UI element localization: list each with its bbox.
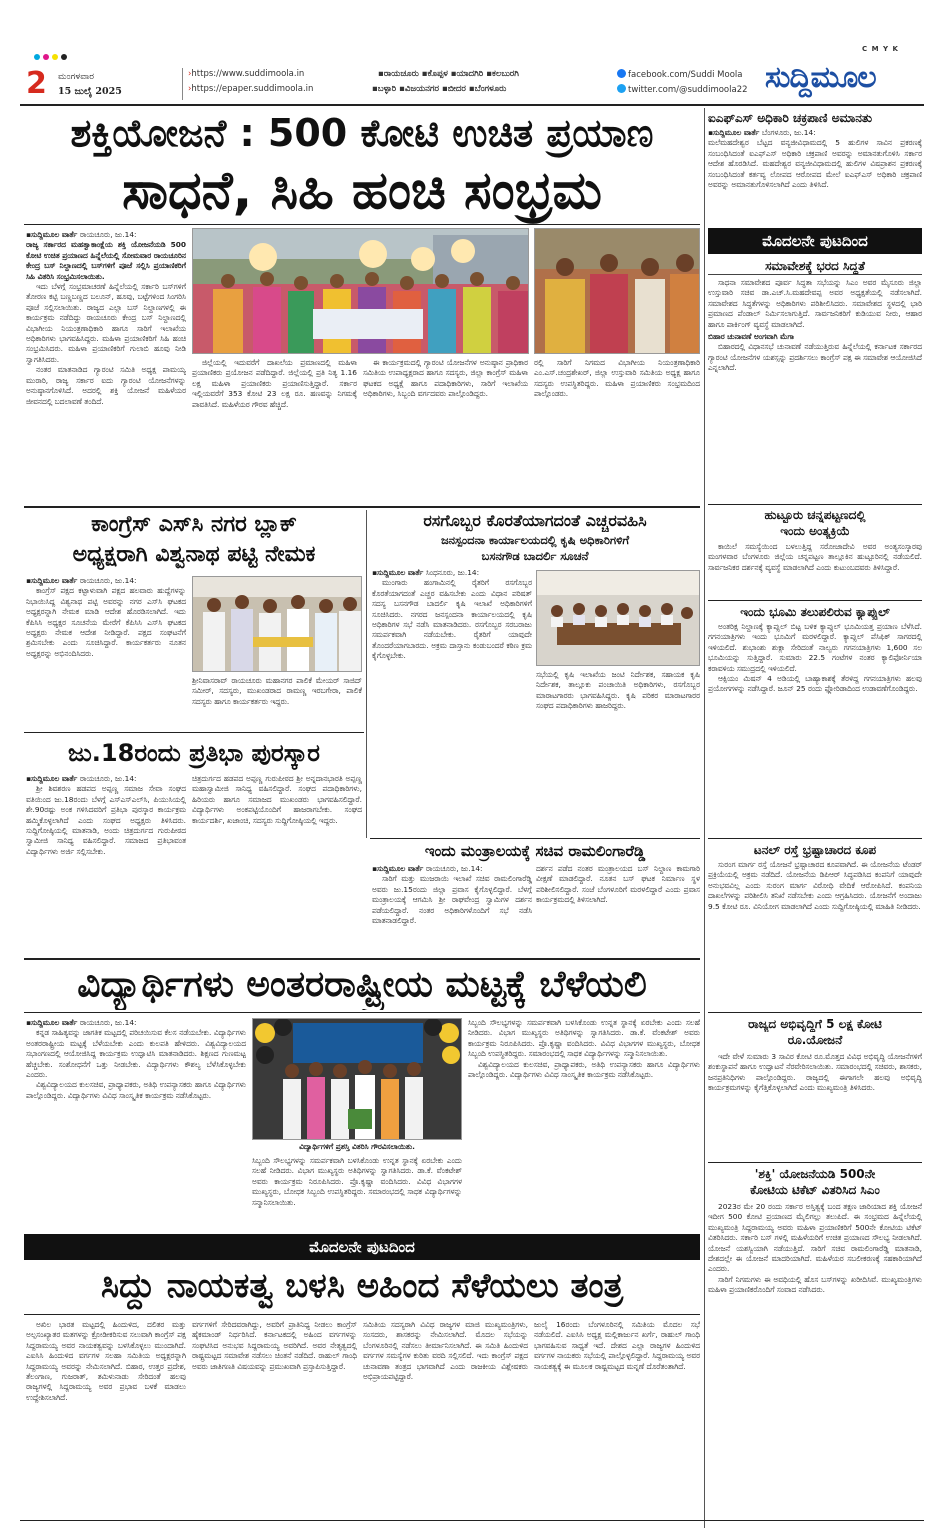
black-dot-icon <box>61 54 67 60</box>
pratibha-dateline: ರಾಯಚೂರು, ಜು.14: <box>79 774 137 783</box>
lead-para-4: ಈ ಕಾರ್ಯಕ್ರಮದಲ್ಲಿ ಗ್ಯಾರಂಟಿ ಯೋಜನೆಗಳ ಅನುಷ್ಠಾನ ಪ್ರಾಧಿಕಾರ ಸಮಿತಿಯ ಉಪಾಧ್ಯಕ್ಷರಾದ ಹಾಗೂ ಸದಸ್ಯರು, ಜಿಲ್ಲಾ ಕಾಂಗ್ರೆಸ್ ಮಹಿಳಾ ಘಟಕದ ಅಧ್ಯಕ್ಷೆ ಹಾಗೂ ಪದಾಧಿಕಾರಿಗಳು, ಸಾರಿಗೆ ಇಲಾಖೆಯ ಅಧಿಕಾರಿಗಳು, ಸಿಬ್ಬಂದಿ ವರ್ಗದವರು ಪಾಲ್ಗೊಂಡಿದ್ದರು. <box>363 358 528 399</box>
arrow-icon: › <box>188 84 192 94</box>
students-body-2: ವಿಶ್ವವಿದ್ಯಾಲಯದ ಕುಲಸಚಿವ, ಪ್ರಾಧ್ಯಾಪಕರು, ಅತಿಥಿ ಉಪನ್ಯಾಸಕರು ಹಾಗೂ ವಿದ್ಯಾರ್ಥಿಗಳು ಪಾಲ್ಗೊಂಡಿದ್ದರು. ವಿದ್ಯಾರ್ಥಿಗಳು ವಿವಿಧ ಸಾಂಸ್ಕೃತಿಕ ಕಾರ್ಯಕ್ರಮ ನಡೆಸಿಕೊಟ್ಟರು. <box>26 1080 246 1100</box>
students-story-col3 <box>252 1156 462 1228</box>
lead-para-5: ರಲ್ಲಿ ಸಾರಿಗೆ ನಿಗಮದ ವಿಭಾಗೀಯ ನಿಯಂತ್ರಣಾಧಿಕಾರಿ ಎಂ.ಎಸ್.ಚಂದ್ರಶೇಖರ್, ಜಿಲ್ಲಾ ಉಸ್ತುವಾರಿ ಸಮಿತಿಯ ಅಧ್ಯಕ್ಷ ಹಾಗೂ ಸದಸ್ಯರು ಉಪಸ್ಥಿತರಿದ್ದರು. ಮಹಿಳಾ ಪ್ರಯಾಣಿಕರು ಸಂಭ್ರಮದಿಂದ ಪಾಲ್ಗೊಂಡರು. <box>534 358 700 399</box>
fertilizer-byline: ▪ಸುದ್ದಿಮೂಲ ವಾರ್ತೆ <box>372 568 424 577</box>
rajya-body: ಇದೇ ವೇಳೆ ಸುಮಾರು 3 ಸಾವಿರ ಕೋಟಿ ರೂ.ಮೊತ್ತದ ವಿವಿಧ ಅಭಿವೃದ್ಧಿ ಯೋಜನೆಗಳಿಗೆ ಶಂಕುಸ್ಥಾಪನೆ ಹಾಗೂ ಉದ್ಘಾಟನೆ ನೆರವೇರಿಸಲಾಯಿತು. ಸಮಾರಂಭದಲ್ಲಿ ಸಚಿವರು, ಶಾಸಕರು, ಜನಪ್ರತಿನಿಧಿಗಳು ಪಾಲ್ಗೊಂಡಿದ್ದರು. ರಾಜ್ಯದಲ್ಲಿ ಈಗಾಗಲೇ ಹಲವು ಅಭಿವೃದ್ಧಿ ಕಾರ್ಯಕ್ರಮಗಳನ್ನು ಕೈಗೆತ್ತಿಕೊಳ್ಳಲಾಗಿದೆ ಎಂದು ಮುಖ್ಯಮಂತ್ರಿ ತಿಳಿಸಿದರು. <box>708 1052 922 1093</box>
fertilizer-body-2: ಸಭೆಯಲ್ಲಿ ಕೃಷಿ ಇಲಾಖೆಯ ಜಂಟಿ ನಿರ್ದೇಶಕ, ಸಹಾಯಕ ಕೃಷಿ ನಿರ್ದೇಶಕ, ತಾಲ್ಲೂಕು ಪಂಚಾಯಿತಿ ಅಧಿಕಾರಿಗಳು, ರಸಗೊಬ್ಬರ ಮಾರಾಟಗಾರರು ಭಾಗವಹಿಸಿದ್ದರು. ಕೃಷಿ ಪರಿಕರ ಮಾರಾಟಗಾರರ ಸಂಘದ ಪದಾಧಿಕಾರಿಗಳು ಹಾಜರಿದ್ದರು. <box>536 670 700 711</box>
congress-photo <box>192 576 362 672</box>
arrow-icon: › <box>188 69 192 79</box>
siddu-story-col3 <box>363 1320 528 1515</box>
students-headline-rule <box>24 1012 700 1013</box>
rajya-story <box>708 1052 922 1160</box>
congress-headline-1: ಕಾಂಗ್ರೆಸ್ ಎಸ್‌ಸಿ ನಗರ ಬ್ಲಾಕ್ <box>91 512 297 537</box>
ifs-dateline: ಬೆಂಗಳೂರು, ಜು.14: <box>761 128 816 137</box>
students-byline: ▪ಸುದ್ದಿಮೂಲ ವಾರ್ತೆ <box>26 1018 78 1027</box>
samavesha-body-2: ಬಿಹಾರದಲ್ಲಿ ವಿಧಾನಸಭೆ ಚುನಾವಣೆ ನಡೆಯುತ್ತಿರುವ ಹಿನ್ನೆಲೆಯಲ್ಲಿ ಕರ್ನಾಟಕ ಸರ್ಕಾರದ ಗ್ಯಾರಂಟಿ ಯೋಜನೆಗಳ ಯಶಸ್ಸನ್ನು ಪ್ರದರ್ಶಿಸಲು ಕಾಂಗ್ರೆಸ್ ಪಕ್ಷ ಈ ಸಮಾವೇಶ ಆಯೋಜಿಸಿದೆ ಎನ್ನಲಾಗಿದೆ. <box>708 342 922 373</box>
pratibha-byline: ▪ಸುದ್ದಿಮೂಲ ವಾರ್ತೆ <box>26 774 78 783</box>
huttur-story <box>708 542 922 598</box>
siddu-story-col4 <box>534 1320 700 1515</box>
siddu-story-col1 <box>26 1320 186 1515</box>
capsule-rule <box>708 838 922 839</box>
lead-dateline: ರಾಯಚೂರು, ಜು.14: <box>79 230 137 239</box>
lead-rule <box>24 224 700 225</box>
fertilizer-headline-3: ಬಸನಗೌಡ ಬಾದರ್ಲಿ ಸೂಚನೆ <box>481 549 589 563</box>
congress-story-col2 <box>192 676 362 728</box>
lead-photo-side <box>534 228 700 354</box>
samavesha-headline: ಸಮಾವೇಶಕ್ಕೆ ಭರದ ಸಿದ್ಧತೆ <box>708 258 922 275</box>
twitter-link[interactable] <box>617 84 748 95</box>
lead-story-col4 <box>534 358 700 498</box>
mantralaya-byline: ▪ಸುದ್ದಿಮೂಲ ವಾರ್ತೆ <box>372 864 424 873</box>
tunnel-body: ಸುರಂಗ ಮಾರ್ಗ ರಸ್ತೆ ಯೋಜನೆ ಭ್ರಷ್ಟಾಚಾರದ ಕೂಪವಾಗಿದೆ. ಈ ಯೋಜನೆಯ ಟೆಂಡರ್ ಪ್ರಕ್ರಿಯೆಯಲ್ಲಿ ಅಕ್ರಮ ನಡೆದಿದೆ. ಯೋಜನೆಯ ಡಿಪಿಆರ್ ಸಿದ್ಧಪಡಿಸಿದ ಕಂಪನಿಗೆ ಯಾವುದೇ ಅನುಭವವಿಲ್ಲ ಎಂದು ಸುರಂಗ ಮಾರ್ಗ ವಿರೋಧಿ ವೇದಿಕೆ ಆರೋಪಿಸಿದೆ. ಕಂಪನಿಯ ದಾಖಲೆಗಳನ್ನು ಪರಿಶೀಲಿಸಿ ತನಿಖೆ ನಡೆಸಬೇಕು ಎಂದು ಆಗ್ರಹಿಸಿದರು. ಯೋಜನೆಗೆ ಅಂದಾಜು 9.5 ಕೋಟಿ ರೂ. ವಿನಿಯೋಗ ಮಾಡಲಾಗಿದೆ ಎಂದು ಸುದ್ದಿಗೋಷ್ಠಿಯಲ್ಲಿ ಮಾಹಿತಿ ನೀಡಿದರು. <box>708 860 922 911</box>
epaper-link[interactable] <box>188 84 313 94</box>
district-list-2: ▪ಬಳ್ಳಾರಿ ▪ವಿಜಯನಗರ ▪ಬೀದರ ▪ಬೆಂಗಳೂರು <box>372 84 507 94</box>
ifs-byline: ▪ಸುದ್ದಿಮೂಲ ವಾರ್ತೆ <box>708 128 760 137</box>
fertilizer-photo <box>536 570 700 666</box>
shakti500-body-2: ಸಾರಿಗೆ ನಿಗಮಗಳು ಈ ಅವಧಿಯಲ್ಲಿ ಹೊಸ ಬಸ್‌ಗಳನ್ನು ಖರೀದಿಸಿವೆ. ಮುಖ್ಯಮಂತ್ರಿಗಳು ಮಹಿಳಾ ಪ್ರಯಾಣಿಕರೊಂದಿಗೆ ಸಂವಾದ ನಡೆಸಿದರು. <box>708 1274 922 1295</box>
ifs-body: ಮಲೆಮಹದೇಶ್ವರ ಬೆಟ್ಟದ ವನ್ಯಜೀವಿಧಾಮದಲ್ಲಿ 5 ಹುಲಿಗಳ ಸಾವಿನ ಪ್ರಕರಣಕ್ಕೆ ಸಂಬಂಧಿಸಿದಂತೆ ಐಎಫ್‌ಎಸ್ ಅಧಿಕಾರಿ ಚಕ್ರಪಾಣಿ ಅವರನ್ನು ಅಮಾನತುಗೊಳಿಸಿ ಸರ್ಕಾರ ಆದೇಶ ಹೊರಡಿಸಿದೆ. ಮಹದೇಶ್ವರ ವನ್ಯಜೀವಿಧಾಮದಲ್ಲಿ ಹುಲಿಗಳ ವಿಷಪ್ರಾಶನ ಪ್ರಕರಣಕ್ಕೆ ಸಂಬಂಧಿಸಿದಂತೆ ಕರ್ತವ್ಯ ಲೋಪದ ಆರೋಪದ ಮೇಲೆ ಐಎಫ್‌ಎಸ್ ಅಧಿಕಾರಿ ಚಕ್ರಪಾಣಿ ಅವರನ್ನು ಅಮಾನತುಗೊಳಿಸಲಾಗಿದೆ ಎಂದು ತಿಳಿಸಿದೆ. <box>708 138 922 190</box>
congress-divider <box>366 510 367 838</box>
tunnel-headline: ಟನಲ್ ರಸ್ತೆ ಭ್ರಷ್ಟಾಚಾರದ ಕೂಪ <box>753 843 877 857</box>
siddu-story-col2 <box>192 1320 357 1515</box>
bottom-rule <box>20 1520 924 1521</box>
pratibha-byline-line <box>26 774 186 784</box>
students-photo-caption: ವಿದ್ಯಾರ್ಥಿಗಳಿಗೆ ಪ್ರಶಸ್ತಿ ವಿತರಿಸಿ ಗೌರವಿಸಲಾಯಿತು. <box>299 1142 415 1151</box>
fertilizer-headline-1: ರಸಗೊಬ್ಬರ ಕೊರತೆಯಾಗದಂತೆ ಎಚ್ಚರವಹಿಸಿ <box>423 511 647 530</box>
lead-story-col3 <box>363 358 528 498</box>
mantralaya-body-2: ದರ್ಶನ ಪಡೆದ ನಂತರ ಮಂತ್ರಾಲಯದ ಬಸ್ ನಿಲ್ದಾಣ ಕಾಮಗಾರಿ ವೀಕ್ಷಣೆ ಮಾಡಲಿದ್ದಾರೆ. ನೂತನ ಬಸ್ ಘಟಕ ನಿರ್ಮಾಣ ಸ್ಥಳ ಪರಿಶೀಲಿಸಲಿದ್ದಾರೆ. ಸಂಜೆ ಬೆಂಗಳೂರಿಗೆ ಮರಳಲಿದ್ದಾರೆ ಎಂದು ಪ್ರವಾಸ ಕಾರ್ಯಕ್ರಮದಲ್ಲಿ ತಿಳಿಸಲಾಗಿದೆ. <box>536 864 700 905</box>
page-number: 2 <box>26 66 47 101</box>
facebook-icon <box>617 69 626 78</box>
rajya-headline-1: ರಾಜ್ಯದ ಅಭಿವೃದ್ಧಿಗೆ 5 ಲಕ್ಷ ಕೋಟಿ <box>748 1017 882 1031</box>
students-body: ಕನ್ನಡ ಸಾಹಿತ್ಯವನ್ನು ಜಾಗತಿಕ ಮಟ್ಟದಲ್ಲಿ ಪರಿಚಯಿಸುವ ಕೆಲಸ ನಡೆಯಬೇಕು. ವಿದ್ಯಾರ್ಥಿಗಳು ಅಂತರರಾಷ್ಟ್ರೀಯ ಮಟ್ಟಕ್ಕೆ ಬೆಳೆಯಬೇಕು ಎಂದು ಕುಲಪತಿ ಹೇಳಿದರು. ವಿಶ್ವವಿದ್ಯಾಲಯದ ಸಭಾಂಗಣದಲ್ಲಿ ಆಯೋಜಿಸಿದ್ದ ಕಾರ್ಯಕ್ರಮ ಉದ್ಘಾಟಿಸಿ ಮಾತನಾಡಿದರು. ಶಿಕ್ಷಣದ ಗುಣಮಟ್ಟ ಹೆಚ್ಚಬೇಕು. ಸಂಶೋಧನೆಗೆ ಒತ್ತು ನೀಡಬೇಕು. ವಿದ್ಯಾರ್ಥಿಗಳು ಕೌಶಲ್ಯ ಬೆಳೆಸಿಕೊಳ್ಳಬೇಕು ಎಂದರು. <box>26 1028 246 1080</box>
students-body-3: ಸಿಬ್ಬಂದಿ ಸೌಲಭ್ಯಗಳನ್ನು ಸಮರ್ಪಕವಾಗಿ ಬಳಸಿಕೊಂಡು ಉನ್ನತ ಸ್ಥಾನಕ್ಕೆ ಏರಬೇಕು ಎಂದು ಸಲಹೆ ನೀಡಿದರು. ವಿಭಾಗ ಮುಖ್ಯಸ್ಥರು ಅತಿಥಿಗಳನ್ನು ಸ್ವಾಗತಿಸಿದರು. ಡಾ.ಕೆ. ವೆಂಕಟೇಶ್ ಅವರು ಕಾರ್ಯಕ್ರಮ ನಿರೂಪಿಸಿದರು. ಪ್ರೊ.ಕೃಷ್ಣಾ ವಂದಿಸಿದರು. ವಿವಿಧ ವಿಭಾಗಗಳ ಮುಖ್ಯಸ್ಥರು, ಬೋಧಕ ಸಿಬ್ಬಂದಿ ಉಪಸ್ಥಿತರಿದ್ದರು. ಸಮಾರಂಭದಲ್ಲಿ ಸಾಧಕ ವಿದ್ಯಾರ್ಥಿಗಳನ್ನು ಸನ್ಮಾನಿಸಲಾಯಿತು. <box>252 1156 462 1207</box>
students-story-col1 <box>26 1018 246 1228</box>
twitter-handle: twitter.com/@suddimoola22 <box>628 85 748 95</box>
fertilizer-body: ಮುಂಗಾರು ಹಂಗಾಮಿನಲ್ಲಿ ರೈತರಿಗೆ ರಸಗೊಬ್ಬರ ಕೊರತೆಯಾಗದಂತೆ ಎಚ್ಚರ ವಹಿಸಬೇಕು ಎಂದು ವಿಧಾನ ಪರಿಷತ್ ಸದಸ್ಯ ಬಸನಗೌಡ ಬಾದರ್ಲಿ ಕೃಷಿ ಇಲಾಖೆ ಅಧಿಕಾರಿಗಳಿಗೆ ಸೂಚಿಸಿದರು. ನಗರದ ಜನಸ್ಪಂದನಾ ಕಾರ್ಯಾಲಯದಲ್ಲಿ ಕೃಷಿ ಅಧಿಕಾರಿಗಳ ಸಭೆ ನಡೆಸಿ ಮಾತನಾಡಿದರು. ರಸಗೊಬ್ಬರ ಸರಬರಾಜು ಸಮರ್ಪಕವಾಗಿ ನಡೆಯಬೇಕು. ರೈತರಿಗೆ ಯಾವುದೇ ತೊಂದರೆಯಾಗಬಾರದು. ಅಕ್ರಮ ದಾಸ್ತಾನು ಕಂಡುಬಂದರೆ ಕಠಿಣ ಕ್ರಮ ಕೈಗೊಳ್ಳಬೇಕು. <box>372 578 532 661</box>
mantralaya-byline-line <box>372 864 532 874</box>
registration-dots <box>34 45 70 64</box>
mantralaya-story-col1 <box>372 864 532 954</box>
ifs-headline: ಐಎಫ್‌ಎಸ್ ಅಧಿಕಾರಿ ಚಕ್ರಪಾಣಿ ಅಮಾನತು <box>708 111 873 125</box>
pratibha-story-col1 <box>26 774 186 950</box>
twitter-icon <box>617 84 626 93</box>
students-byline-line <box>26 1018 246 1028</box>
rajya-rule <box>708 1162 922 1163</box>
cyan-dot-icon <box>34 54 40 60</box>
lead-headline-1: ಶಕ್ತಿಯೋಜನೆ : 500 ಕೋಟಿ ಉಚಿತ ಪ್ರಯಾಣ <box>70 111 654 155</box>
mantralaya-headline: ಇಂದು ಮಂತ್ರಾಲಯಕ್ಕೆ ಸಚಿವ ರಾಮಲಿಂಗಾರೆಡ್ಡಿ <box>424 842 646 860</box>
fertilizer-headline-2: ಜನಸ್ಪಂದನಾ ಕಾರ್ಯಾಲಯದಲ್ಲಿ ಕೃಷಿ ಅಧಿಕಾರಿಗಳಿಗೆ <box>440 533 630 547</box>
header-day: ಮಂಗಳವಾರ <box>58 72 95 82</box>
yellow-dot-icon <box>52 54 58 60</box>
facebook-link[interactable] <box>617 69 742 80</box>
congress-byline-line <box>26 576 186 586</box>
students-headline: ವಿದ್ಯಾರ್ಥಿಗಳು ಅಂತರರಾಷ್ಟ್ರೀಯ ಮಟ್ಟಕ್ಕೆ ಬೆಳೆಯಲಿ <box>77 964 647 1005</box>
lead-byline: ▪ಸುದ್ದಿಮೂಲ ವಾರ್ತೆ <box>26 230 78 239</box>
header-divider <box>182 68 183 100</box>
column-divider-right <box>704 108 705 1528</box>
pratibha-body: ಶ್ರೀ ಶಿವಶರಣ ಹಡಪದ ಅಪ್ಪಣ್ಣ ಸಮಾಜ ಸೇವಾ ಸಂಘದ ವತಿಯಿಂದ ಜು.18ರಂದು ಬೆಳಗ್ಗೆ ಎಸ್‌ಎಸ್‌ಎಲ್‌ಸಿ, ಪಿಯುಸಿಯಲ್ಲಿ ಶೇ.90ರಷ್ಟು ಅಂಕ ಗಳಿಸಿದವರಿಗೆ ಪ್ರತಿಭಾ ಪುರಸ್ಕಾರ ಕಾರ್ಯಕ್ರಮ ಹಮ್ಮಿಕೊಳ್ಳಲಾಗಿದೆ ಎಂದು ಸಂಘದ ಅಧ್ಯಕ್ಷರು ತಿಳಿಸಿದರು. ಸುದ್ದಿಗೋಷ್ಠಿಯಲ್ಲಿ ಮಾತನಾಡಿ, ಅಂದು ಚಿತ್ರದುರ್ಗದ ಗುರುಪೀಠದ ಸ್ವಾಮೀಜಿ ಸಾನಿಧ್ಯ ವಹಿಸಲಿದ್ದಾರೆ. ಸಮಾಜದ ಪ್ರತಿಭಾವಂತ ವಿದ್ಯಾರ್ಥಿಗಳು ಅರ್ಜಿ ಸಲ್ಲಿಸಬೇಕು. <box>26 784 186 856</box>
huttur-headline-2: ಇಂದು ಅಂತ್ಯಕ್ರಿಯೆ <box>780 524 850 538</box>
samavesha-story <box>708 278 922 502</box>
pratibha-body-2: ಚಿತ್ರದುರ್ಗದ ಹಡಪದ ಅಪ್ಪಣ್ಣ ಗುರುಪೀಠದ ಶ್ರೀ ಅನ್ನದಾನಭಾರತಿ ಅಪ್ಪಣ್ಣ ಮಹಾಸ್ವಾಮೀಜಿ ಸಾನಿಧ್ಯ ವಹಿಸಲಿದ್ದಾರೆ. ಸಂಘದ ಪದಾಧಿಕಾರಿಗಳು, ಹಿರಿಯರು ಹಾಗೂ ಸಮಾಜದ ಮುಖಂಡರು ಭಾಗವಹಿಸಲಿದ್ದಾರೆ. ವಿದ್ಯಾರ್ಥಿಗಳು ಅಂಕಪಟ್ಟಿಯೊಂದಿಗೆ ಹಾಜರಾಗಬೇಕು. ಸಂಘದ ಕಾರ್ಯದರ್ಶಿ, ಖಜಾಂಚಿ, ಸದಸ್ಯರು ಸುದ್ದಿಗೋಷ್ಠಿಯಲ್ಲಿ ಇದ್ದರು. <box>192 774 362 825</box>
pratibha-top-rule <box>24 732 364 733</box>
pratibha-story-col2 <box>192 774 362 950</box>
sweets-distribution-photo <box>535 229 700 354</box>
lead-story-col2 <box>192 358 357 498</box>
rajya-headline-2: ರೂ.ಯೋಜನೆ <box>787 1033 843 1047</box>
header-date: 15 ಜುಲೈ 2025 <box>58 86 122 97</box>
lead-story-col1 <box>26 230 186 498</box>
appointment-photo <box>193 577 362 672</box>
huttur-body: ಕಾಯಿಲೆ ಸಮಸ್ಯೆಯಿಂದ ಬಳಲುತ್ತಿದ್ದ ಸರೋಜಾದೇವಿ ಅವರ ಅಂತ್ಯಸಂಸ್ಕಾರವು ಮಂಗಳವಾರ ಬೆಂಗಳೂರು ಜಿಲ್ಲೆಯ ಚನ್ನಪಟ್ಟಣ ತಾಲ್ಲೂಕಿನ ಹುಟ್ಟೂರಿನಲ್ಲಿ ನಡೆಯಲಿದೆ. ಸಾರ್ವಜನಿಕರ ದರ್ಶನಕ್ಕೆ ವ್ಯವಸ್ಥೆ ಮಾಡಲಾಗಿದೆ ಎಂದು ಕುಟುಂಬದವರು ತಿಳಿಸಿದ್ದಾರೆ. <box>708 542 922 572</box>
siddu-body-4: ಜುಲೈ 16ರಂದು ಬೆಂಗಳೂರಿನಲ್ಲಿ ಸಮಿತಿಯ ಮೊದಲ ಸಭೆ ನಡೆಯಲಿದೆ. ಎಐಸಿಸಿ ಅಧ್ಯಕ್ಷ ಮಲ್ಲಿಕಾರ್ಜುನ ಖರ್ಗೆ, ರಾಹುಲ್ ಗಾಂಧಿ ಭಾಗವಹಿಸುವ ಸಾಧ್ಯತೆ ಇದೆ. ದೇಶದ ಎಲ್ಲಾ ರಾಜ್ಯಗಳ ಹಿಂದುಳಿದ ವರ್ಗಗಳ ನಾಯಕರು ಸಭೆಯಲ್ಲಿ ಪಾಲ್ಗೊಳ್ಳಲಿದ್ದಾರೆ. ಸಿದ್ದರಾಮಯ್ಯ ಅವರ ನಾಯಕತ್ವಕ್ಕೆ ಈ ಮೂಲಕ ರಾಷ್ಟ್ರಮಟ್ಟದ ಮನ್ನಣೆ ದೊರೆತಂತಾಗಿದೆ. <box>534 1320 700 1371</box>
students-story-col4 <box>468 1018 700 1228</box>
congress-byline: ▪ಸುದ್ದಿಮೂಲ ವಾರ್ತೆ <box>26 576 78 585</box>
congress-body: ಕಾಂಗ್ರೆಸ್ ಪಕ್ಷದ ಕಟ್ಟಾಳುವಾಗಿ ಪಕ್ಷದ ಹಲವಾರು ಹುದ್ದೆಗಳನ್ನು ನಿಭಾಯಿಸಿದ್ದ ವಿಶ್ವನಾಥ ಪಟ್ಟಿ ಅವರನ್ನು ನಗರ ಎಸ್‌ಸಿ ಘಟಕದ ಅಧ್ಯಕ್ಷರನ್ನಾಗಿ ನೇಮಕ ಮಾಡಿ ಆದೇಶ ಹೊರಡಿಸಲಾಗಿದೆ. ಇದು ಕೆಪಿಸಿಸಿ ಅಧ್ಯಕ್ಷರ ಸೂಚನೆಯ ಮೇರೆಗೆ ಕೆಪಿಸಿಸಿ ಎಸ್‌ಸಿ ಘಟಕದ ಅಧ್ಯಕ್ಷರು ನೇಮಕ ಆದೇಶ ನೀಡಿದ್ದಾರೆ. ಪಕ್ಷದ ಸಂಘಟನೆಗೆ ಶ್ರಮಿಸಬೇಕು ಎಂದು ಸೂಚಿಸಿದ್ದಾರೆ. ಕಾರ್ಯಕರ್ತರು ನೂತನ ಅಧ್ಯಕ್ಷರನ್ನು ಅಭಿನಂದಿಸಿದರು. <box>26 586 186 658</box>
capsule-headline: ಇಂದು ಭೂಮಿ ತಲುಪಲಿರುವ ಕ್ಯಾಪ್ಸುಲ್ <box>740 605 890 619</box>
magenta-dot-icon <box>43 54 49 60</box>
congress-body-2: ಶ್ರೀನಿವಾಸರಾವ್ ರಾಯಚೂರು ಮಹಾನಗರ ಪಾಲಿಕೆ ಮೇಯರ್ ಸಾಜಿದ್ ಸಮೀರ್, ಸದಸ್ಯರು, ಮುಖಂಡರಾದ ರಾಮಣ್ಣ ಇರಬಗೇರಾ, ಪಾಲಿಕೆ ಸದಸ್ಯರು ಹಾಗೂ ಕಾರ್ಯಕರ್ತರು ಇದ್ದರು. <box>192 676 362 706</box>
siddu-headline-rule <box>24 1314 700 1315</box>
lead-photo-main <box>192 228 529 354</box>
lead-para-2: ನಂತರ ಮಾತನಾಡಿದ ಗ್ಯಾರಂಟಿ ಸಮಿತಿ ಅಧ್ಯಕ್ಷ ಪಾಮಯ್ಯ ಮುರಾರಿ, ರಾಜ್ಯ ಸರ್ಕಾರ ಐದು ಗ್ಯಾರಂಟಿ ಯೋಜನೆಗಳನ್ನು ಅನುಷ್ಠಾನಗೊಳಿಸಿದೆ. ಅದರಲ್ಲಿ ಶಕ್ತಿ ಯೋಜನೆ ಮಹಿಳೆಯರ ಜೀವನದಲ್ಲಿ ಬದಲಾವಣೆ ತಂದಿದೆ. <box>26 365 186 406</box>
lead-para-1: ಇದು ಬೆಳಗ್ಗೆ ಸಂಭ್ರಮಾಚರಣೆ ಹಿನ್ನೆಲೆಯಲ್ಲಿ ಸರ್ಕಾರಿ ಬಸ್‌ಗಳಿಗೆ ತೋರಣ ಕಟ್ಟಿ ಬಣ್ಣಬಣ್ಣದ ಬಲೂನ್, ಹೂವು, ಬಟ್ಟೆಗಳಿಂದ ಸಿಂಗರಿಸಿ ಪೂಜೆ ಸಲ್ಲಿಸಲಾಯಿತು. ರಾಜ್ಯದ ಎಲ್ಲಾ ಬಸ್ ನಿಲ್ದಾಣಗಳಲ್ಲಿ ಈ ಕಾರ್ಯಕ್ರಮ ನಡೆದಿದ್ದು ರಾಯಚೂರು ಕೇಂದ್ರ ಬಸ್ ನಿಲ್ದಾಣದಲ್ಲಿ ವಿಭಾಗೀಯ ನಿಯಂತ್ರಣಾಧಿಕಾರಿ ಹಾಗೂ ಸಾರಿಗೆ ಇಲಾಖೆಯ ಅಧಿಕಾರಿಗಳು ಭಾಗವಹಿಸಿದ್ದರು. ಮಹಿಳಾ ಪ್ರಯಾಣಿಕರಿಗೆ ಸಿಹಿ ಹಂಚಿ ಸಂಭ್ರಮಿಸಿದರು. ಮಹಿಳಾ ಪ್ರಯಾಣಿಕರಿಗೆ ಗುಲಾಬಿ ಹೂವು ನೀಡಿ ಸ್ವಾಗತಿಸಿದರು. <box>26 282 186 364</box>
mantralaya-dateline: ರಾಯಚೂರು, ಜು.14: <box>425 864 483 873</box>
ifs-byline-line <box>708 128 922 138</box>
fertilizer-story-col1 <box>372 568 532 836</box>
shakti500-story <box>708 1202 922 1464</box>
ifs-story <box>708 128 922 220</box>
header-rule <box>20 104 924 106</box>
women-celebration-photo <box>193 229 529 354</box>
siddu-body-3: ಸಮಿತಿಯ ಸದಸ್ಯರಾಗಿ ವಿವಿಧ ರಾಜ್ಯಗಳ ಮಾಜಿ ಮುಖ್ಯಮಂತ್ರಿಗಳು, ಸಂಸದರು, ಶಾಸಕರನ್ನು ನೇಮಿಸಲಾಗಿದೆ. ಮೊದಲ ಸಭೆಯನ್ನು ಬೆಂಗಳೂರಿನಲ್ಲಿ ನಡೆಸಲು ತೀರ್ಮಾನಿಸಲಾಗಿದೆ. ಈ ಸಮಿತಿ ಹಿಂದುಳಿದ ವರ್ಗಗಳ ಸಮಸ್ಯೆಗಳ ಕುರಿತು ವರದಿ ಸಲ್ಲಿಸಲಿದೆ. ಇದು ಕಾಂಗ್ರೆಸ್ ಪಕ್ಷದ ಚುನಾವಣಾ ತಂತ್ರದ ಭಾಗವಾಗಿದೆ ಎಂದು ರಾಜಕೀಯ ವಿಶ್ಲೇಷಕರು ಅಭಿಪ್ರಾಯಪಟ್ಟಿದ್ದಾರೆ. <box>363 1320 528 1382</box>
students-body-3-continued: ಸಿಬ್ಬಂದಿ ಸೌಲಭ್ಯಗಳನ್ನು ಸಮರ್ಪಕವಾಗಿ ಬಳಸಿಕೊಂಡು ಉನ್ನತ ಸ್ಥಾನಕ್ಕೆ ಏರಬೇಕು ಎಂದು ಸಲಹೆ ನೀಡಿದರು. ವಿಭಾಗ ಮುಖ್ಯಸ್ಥರು ಅತಿಥಿಗಳನ್ನು ಸ್ವಾಗತಿಸಿದರು. ಡಾ.ಕೆ. ವೆಂಕಟೇಶ್ ಅವರು ಕಾರ್ಯಕ್ರಮ ನಿರೂಪಿಸಿದರು. ಪ್ರೊ.ಕೃಷ್ಣಾ ವಂದಿಸಿದರು. ವಿವಿಧ ವಿಭಾಗಗಳ ಮುಖ್ಯಸ್ಥರು, ಬೋಧಕ ಸಿಬ್ಬಂದಿ ಉಪಸ್ಥಿತರಿದ್ದರು. ಸಮಾರಂಭದಲ್ಲಿ ಸಾಧಕ ವಿದ್ಯಾರ್ಥಿಗಳನ್ನು ಸನ್ಮಾನಿಸಲಾಯಿತು. <box>468 1018 700 1059</box>
fertilizer-story-col2 <box>536 670 700 836</box>
fertilizer-byline-line <box>372 568 532 578</box>
huttur-rule <box>708 600 922 601</box>
facebook-handle: facebook.com/Suddi Moola <box>628 70 743 80</box>
lead-byline-line <box>26 230 186 240</box>
website-url: https://www.suddimoola.in <box>191 69 305 79</box>
front-page-band-bottom: ಮೊದಲನೇ ಪುಟದಿಂದ <box>24 1234 700 1260</box>
siddu-headline: ಸಿದ್ದು ನಾಯಕತ್ವ ಬಳಸಿ ಅಹಿಂದ ಸೆಳೆಯಲು ತಂತ್ರ <box>100 1266 624 1306</box>
lead-intro: ರಾಜ್ಯ ಸರ್ಕಾರದ ಮಹತ್ವಾಕಾಂಕ್ಷೆಯ ಶಕ್ತಿ ಯೋಜನೆಯಡಿ 500 ಕೋಟಿ ಉಚಿತ ಪ್ರಯಾಣದ ಹಿನ್ನೆಲೆಯಲ್ಲಿ ಸೋಮವಾರ ರಾಯಚೂರಿನ ಕೇಂದ್ರ ಬಸ್ ನಿಲ್ದಾಣದಲ್ಲಿ ಬಸ್‌ಗಳಿಗೆ ಪೂಜೆ ಸಲ್ಲಿಸಿ ಪ್ರಯಾಣಿಕರಿಗೆ ಸಿಹಿ ವಿತರಿಸಿ ಸಂಭ್ರಮಿಸಲಾಯಿತು. <box>26 240 186 281</box>
masthead: ಸುದ್ದಿಮೂಲ <box>765 60 876 95</box>
university-event-photo <box>253 1019 462 1140</box>
congress-headline-2: ಅಧ್ಯಕ್ಷರಾಗಿ ವಿಶ್ವನಾಥ ಪಟ್ಟಿ ನೇಮಕ <box>72 542 316 567</box>
huttur-headline-1: ಹುಟ್ಟೂರು ಚನ್ನಪಟ್ಟಣದಲ್ಲಿ <box>764 508 866 522</box>
samavesha-rule <box>708 504 922 505</box>
shakti500-headline-1: 'ಶಕ್ತಿ' ಯೋಜನೆಯಡಿ 500ನೇ <box>754 1167 876 1181</box>
mantralaya-body: ಸಾರಿಗೆ ಮತ್ತು ಮುಜರಾಯಿ ಇಲಾಖೆ ಸಚಿವ ರಾಮಲಿಂಗಾರೆಡ್ಡಿ ಅವರು ಜು.15ರಂದು ಜಿಲ್ಲಾ ಪ್ರವಾಸ ಕೈಗೊಳ್ಳಲಿದ್ದಾರೆ. ಬೆಳಗ್ಗೆ ಮಂತ್ರಾಲಯಕ್ಕೆ ಆಗಮಿಸಿ ಶ್ರೀ ರಾಘವೇಂದ್ರ ಸ್ವಾಮಿಗಳ ದರ್ಶನ ಪಡೆಯಲಿದ್ದಾರೆ. ನಂತರ ಅಧಿಕಾರಿಗಳೊಂದಿಗೆ ಸಭೆ ನಡೆಸಿ ಮಾತನಾಡಲಿದ್ದಾರೆ. <box>372 874 532 926</box>
congress-dateline: ರಾಯಚೂರು, ಜು.14: <box>79 576 137 585</box>
mantralaya-top-rule <box>370 838 700 839</box>
samavesha-body: ಸಾಧನಾ ಸಮಾವೇಶದ ಪೂರ್ವ ಸಿದ್ಧತಾ ಸಭೆಯನ್ನು ಸಿಎಂ ಅವರ ಮೈಸೂರು ಜಿಲ್ಲಾ ಉಸ್ತುವಾರಿ ಸಚಿವ ಡಾ.ಎಚ್.ಸಿ.ಮಹದೇವಪ್ಪ ಅವರ ಅಧ್ಯಕ್ಷತೆಯಲ್ಲಿ ನಡೆಸಲಾಗಿದೆ. ಸಮಾವೇಶದ ಸಿದ್ಧತೆಗಳನ್ನು ಅಧಿಕಾರಿಗಳು ಪರಿಶೀಲಿಸಿದರು. ಸಮಾವೇಶದ ಸ್ಥಳದಲ್ಲಿ ಭಾರಿ ಪ್ರಮಾಣದ ಪೆಂಡಾಲ್ ನಿರ್ಮಿಸಲಾಗುತ್ತಿದೆ. ಸಾರ್ವಜನಿಕರಿಗೆ ಕುಡಿಯುವ ನೀರು, ಆಹಾರ ಹಾಗೂ ಪಾರ್ಕಿಂಗ್ ವ್ಯವಸ್ಥೆ ಮಾಡಲಾಗಿದೆ. <box>708 278 922 329</box>
cmyk-label: C M Y K <box>862 45 899 53</box>
fertilizer-dateline: ಸಿಂಧನೂರು, ಜು.14: <box>425 568 480 577</box>
congress-story-col1 <box>26 576 186 728</box>
siddu-body-2: ವರ್ಗಗಳಿಗೆ ಸೇರಿದವರಾಗಿದ್ದು, ಅವರಿಗೆ ಪ್ರಾತಿನಿಧ್ಯ ನೀಡಲು ಕಾಂಗ್ರೆಸ್ ಹೈಕಮಾಂಡ್ ನಿರ್ಧರಿಸಿದೆ. ಕರ್ನಾಟಕದಲ್ಲಿ ಅಹಿಂದ ವರ್ಗಗಳನ್ನು ಸಂಘಟಿಸಿದ ಅನುಭವ ಸಿದ್ದರಾಮಯ್ಯ ಅವರಿಗಿದೆ. ಅವರ ನೇತೃತ್ವದಲ್ಲಿ ರಾಷ್ಟ್ರಮಟ್ಟದ ಸಮಾವೇಶ ನಡೆಸಲು ಚಿಂತನೆ ನಡೆದಿದೆ. ರಾಹುಲ್ ಗಾಂಧಿ ಅವರು ಜಾತಿಗಣತಿ ವಿಷಯವನ್ನು ಪ್ರಮುಖವಾಗಿ ಪ್ರಸ್ತಾಪಿಸುತ್ತಿದ್ದಾರೆ. <box>192 1320 357 1371</box>
samavesha-subhead: ಬಿಹಾರ ಚುನಾವಣೆ ಅಂಗವಾಗಿ ಮೆಗಾ <box>708 332 795 342</box>
students-photo <box>252 1018 462 1140</box>
shakti500-headline-2: ಕೋಟಿಯ ಟಿಕೆಟ್ ವಿತರಿಸಿದ ಸಿಎಂ <box>750 1183 880 1197</box>
meeting-photo <box>537 571 700 666</box>
capsule-story <box>708 622 922 836</box>
epaper-url: https://epaper.suddimoola.in <box>191 84 314 94</box>
lead-para-3: ಜಿಲ್ಲೆಯಲ್ಲಿ ಇದುವರೆಗೆ ದಾಖಲೆಯ ಪ್ರಮಾಣದಲ್ಲಿ ಮಹಿಳಾ ಪ್ರಯಾಣಿಕರು ಪ್ರಯೋಜನ ಪಡೆದಿದ್ದಾರೆ. ಜಿಲ್ಲೆಯಲ್ಲಿ ಪ್ರತಿ ನಿತ್ಯ 1.16 ಲಕ್ಷ ಮಹಿಳಾ ಪ್ರಯಾಣಿಕರು ಪ್ರಯಾಣಿಸುತ್ತಿದ್ದಾರೆ. ಸರ್ಕಾರ ಇಲ್ಲಿಯವರೆಗೆ 353 ಕೋಟಿ 23 ಲಕ್ಷ ರೂ. ಹಣವನ್ನು ನಿಗಮಕ್ಕೆ ಪಾವತಿಸಿದೆ. ಮಹಿಳೆಯರ ಗೌರವ ಹೆಚ್ಚಿದೆ. <box>192 358 357 409</box>
pratibha-headline: ಜು.18ರಂದು ಪ್ರತಿಭಾ ಪುರಸ್ಕಾರ <box>68 739 320 767</box>
capsule-body-2: ಆಕ್ಸಿಯಂ ಮಿಷನ್ 4 ಅಡಿಯಲ್ಲಿ ಬಾಹ್ಯಾಕಾಶಕ್ಕೆ ತೆರಳಿದ್ದ ಗಗನಯಾತ್ರಿಗಳು ಹಲವು ಪ್ರಯೋಗಗಳನ್ನು ನಡೆಸಿದ್ದಾರೆ. ಜೂನ್ 25 ರಂದು ಫ್ಲೋರಿಡಾದಿಂದ ಉಡಾವಣೆಗೊಂಡಿದ್ದರು. <box>708 674 922 694</box>
tunnel-rule <box>708 1012 922 1013</box>
lead-bottom-rule <box>24 506 700 508</box>
lead-headline-2: ಸಾಧನೆ, ಸಿಹಿ ಹಂಚಿ ಸಂಭ್ರಮ <box>122 161 602 221</box>
students-dateline: ರಾಯಚೂರು, ಜು.14: <box>79 1018 137 1027</box>
tunnel-story <box>708 860 922 1008</box>
front-page-band-right: ಮೊದಲನೇ ಪುಟದಿಂದ <box>708 228 922 254</box>
siddu-body: ಅಖಿಲ ಭಾರತ ಮಟ್ಟದಲ್ಲಿ ಹಿಂದುಳಿದ, ದಲಿತರ ಮತ್ತು ಅಲ್ಪಸಂಖ್ಯಾತರ ಮತಗಳನ್ನು ಕ್ರೋಡೀಕರಿಸುವ ಸಲುವಾಗಿ ಕಾಂಗ್ರೆಸ್ ಪಕ್ಷ ಸಿದ್ದರಾಮಯ್ಯ ಅವರ ನಾಯಕತ್ವವನ್ನು ಬಳಸಿಕೊಳ್ಳಲು ಮುಂದಾಗಿದೆ. ಎಐಸಿಸಿ ಹಿಂದುಳಿದ ವರ್ಗಗಳ ಸಲಹಾ ಸಮಿತಿಯ ಅಧ್ಯಕ್ಷರನ್ನಾಗಿ ಸಿದ್ದರಾಮಯ್ಯ ಅವರನ್ನು ನೇಮಿಸಲಾಗಿದೆ. ಬಿಹಾರ, ಉತ್ತರ ಪ್ರದೇಶ, ತೆಲಂಗಾಣ, ಗುಜರಾತ್, ತಮಿಳುನಾಡು ಸೇರಿದಂತೆ ಹಲವು ರಾಜ್ಯಗಳಲ್ಲಿ ಸಿದ್ದರಾಮಯ್ಯ ಅವರ ಪ್ರಭಾವ ಬಳಕೆ ಮಾಡಲು ಉದ್ದೇಶಿಸಲಾಗಿದೆ. <box>26 1320 186 1402</box>
capsule-body: ಅಂತರಿಕ್ಷ ನಿಲ್ದಾಣಕ್ಕೆ ಕ್ಯಾಪ್ಸುಲ್ ಬಿಟ್ಟ ಬಳಿಕ ಕ್ಯಾಪ್ಸುಲ್ ಭೂಮಿಯತ್ತ ಪ್ರಯಾಣ ಬೆಳೆಸಿದೆ. ಗಗನಯಾತ್ರಿಗಳು ಇಂದು ಭೂಮಿಗೆ ಮರಳಲಿದ್ದಾರೆ. ಕ್ಯಾಪ್ಸುಲ್ ಪೆಸಿಫಿಕ್ ಸಾಗರದಲ್ಲಿ ಇಳಿಯಲಿದೆ. ಶುಭಾಂಶು ಶುಕ್ಲಾ ಸೇರಿದಂತೆ ನಾಲ್ವರು ಗಗನಯಾತ್ರಿಗಳು 1,600 ಸಲ ಭೂಮಿಯನ್ನು ಸುತ್ತಿದ್ದಾರೆ. ಸುಮಾರು 22.5 ಗಂಟೆಗಳ ನಂತರ ಕ್ಯಾಲಿಫೋರ್ನಿಯಾ ಕರಾವಳಿಯ ಸಮುದ್ರದಲ್ಲಿ ಇಳಿಯಲಿದೆ. <box>708 622 922 673</box>
shakti500-body: 2023ರ ಮೇ 20 ರಂದು ಸರ್ಕಾರ ಅಸ್ತಿತ್ವಕ್ಕೆ ಬಂದ ತಕ್ಷಣ ಜಾರಿಯಾದ ಶಕ್ತಿ ಯೋಜನೆ ಇದೀಗ 500 ಕೋಟಿ ಪ್ರಯಾಣದ ಮೈಲಿಗಲ್ಲು ತಲುಪಿದೆ. ಈ ಸಂಭ್ರಮದ ಹಿನ್ನೆಲೆಯಲ್ಲಿ ಮುಖ್ಯಮಂತ್ರಿ ಸಿದ್ದರಾಮಯ್ಯ ಅವರು ಮಹಿಳಾ ಪ್ರಯಾಣಿಕರಿಗೆ 500ನೇ ಕೋಟಿಯ ಟಿಕೆಟ್ ವಿತರಿಸಿದರು. ಸರ್ಕಾರಿ ಬಸ್ ಗಳಲ್ಲಿ ಮಹಿಳೆಯರಿಗೆ ಉಚಿತ ಪ್ರಯಾಣದ ಸೌಲಭ್ಯ ನೀಡಲಾಗಿದೆ. ಯೋಜನೆ ಯಶಸ್ವಿಯಾಗಿ ನಡೆಯುತ್ತಿದೆ. ಸಾರಿಗೆ ಸಚಿವ ರಾಮಲಿಂಗಾರೆಡ್ಡಿ ಮಾತನಾಡಿ, ದೇಶದಲ್ಲೇ ಈ ಯೋಜನೆ ಮಾದರಿಯಾಗಿದೆ. ಮಹಿಳೆಯರ ಸಬಲೀಕರಣಕ್ಕೆ ಸಹಕಾರಿಯಾಗಿದೆ ಎಂದರು. <box>708 1202 922 1274</box>
website-link[interactable] <box>188 69 304 79</box>
students-body-2-continued: ವಿಶ್ವವಿದ್ಯಾಲಯದ ಕುಲಸಚಿವ, ಪ್ರಾಧ್ಯಾಪಕರು, ಅತಿಥಿ ಉಪನ್ಯಾಸಕರು ಹಾಗೂ ವಿದ್ಯಾರ್ಥಿಗಳು ಪಾಲ್ಗೊಂಡಿದ್ದರು. ವಿದ್ಯಾರ್ಥಿಗಳು ವಿವಿಧ ಸಾಂಸ್ಕೃತಿಕ ಕಾರ್ಯಕ್ರಮ ನಡೆಸಿಕೊಟ್ಟರು. <box>468 1059 700 1080</box>
district-list-1: ▪ರಾಯಚೂರು ▪ಕೊಪ್ಪಳ ▪ಯಾದಗಿರಿ ▪ಕಲಬುರಗಿ <box>378 69 519 79</box>
mantralaya-story-col2 <box>536 864 700 954</box>
